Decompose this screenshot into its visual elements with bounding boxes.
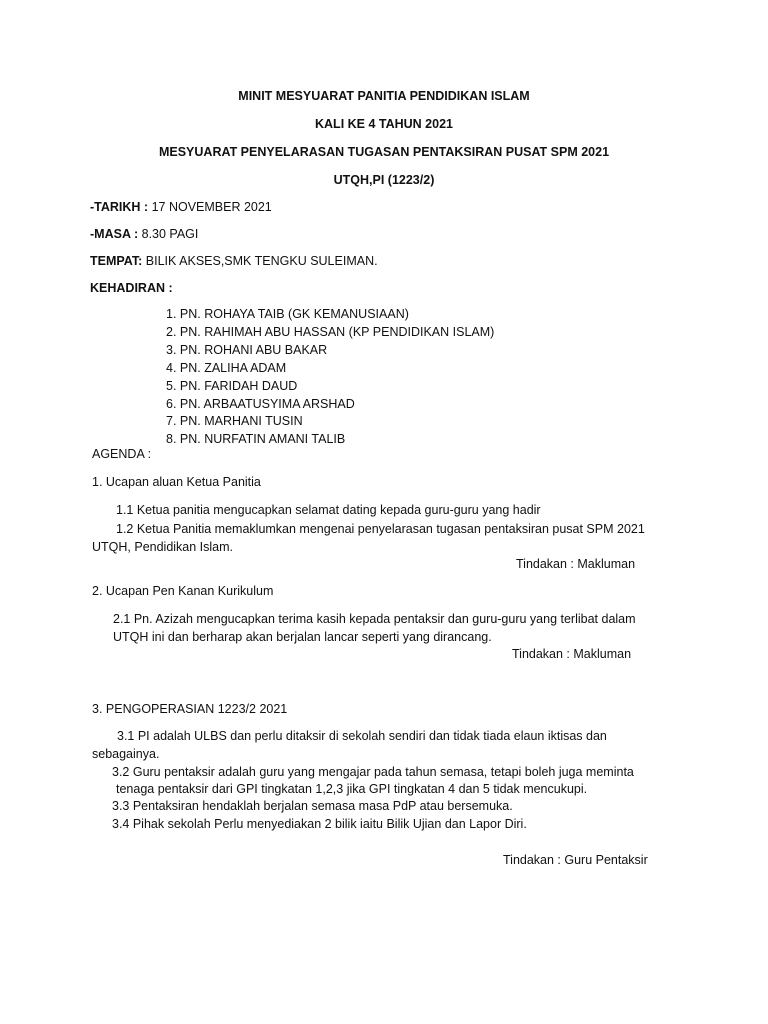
section-1-item-2: 1.2 Ketua Panitia memaklumkan mengenai penyelarasan tugasan pentaksiran pusat SPM 2021 xyxy=(116,522,645,536)
attendee-item: 6. PN. ARBAATUSYIMA ARSHAD xyxy=(166,397,355,411)
attendee-item: 2. PN. RAHIMAH ABU HASSAN (KP PENDIDIKAN ISLAM) xyxy=(166,325,495,339)
time-value: 8.30 PAGI xyxy=(138,227,199,241)
title-line-3: MESYUARAT PENYELARASAN TUGASAN PENTAKSIRAN PUSAT SPM 2021 xyxy=(158,145,610,159)
attendee-item: 3. PN. ROHANI ABU BAKAR xyxy=(166,343,328,357)
section-2-item-1-cont: UTQH ini dan berharap akan berjalan lancar seperti yang dirancang. xyxy=(113,630,492,644)
section-3-heading: 3. PENGOPERASIAN 1223/2 2021 xyxy=(92,702,288,716)
section-1-heading: 1. Ucapan aluan Ketua Panitia xyxy=(92,475,261,489)
date-value: 17 NOVEMBER 2021 xyxy=(148,200,272,214)
attendee-item: 8. PN. NURFATIN AMANI TALIB xyxy=(166,432,346,446)
section-3-item-4: 3.4 Pihak sekolah Perlu menyediakan 2 bilik iaitu Bilik Ujian dan Lapor Diri. xyxy=(112,817,527,831)
section-2-heading: 2. Ucapan Pen Kanan Kurikulum xyxy=(92,584,274,598)
section-3-item-2-cont: tenaga pentaksir dari GPI tingkatan 1,2,3 jika GPI tingkatan 4 dan 5 tidak mencukupi. xyxy=(116,782,588,796)
section-2-action: Tindakan : Makluman xyxy=(512,647,632,661)
attendee-item: 5. PN. FARIDAH DAUD xyxy=(166,379,298,393)
agenda-heading: AGENDA : xyxy=(92,447,152,461)
section-1-item-1: 1.1 Ketua panitia mengucapkan selamat dating kepada guru-guru yang hadir xyxy=(116,503,541,517)
attendee-item: 7. PN. MARHANI TUSIN xyxy=(166,414,303,428)
section-3-item-3: 3.3 Pentaksiran hendaklah berjalan semasa masa PdP atau bersemuka. xyxy=(112,799,513,813)
attendee-item: 4. PN. ZALIHA ADAM xyxy=(166,361,287,375)
section-1-action: Tindakan : Makluman xyxy=(516,557,636,571)
venue-value: BILIK AKSES,SMK TENGKU SULEIMAN. xyxy=(142,254,378,268)
date-label: -TARIKH : xyxy=(90,200,149,214)
section-3-item-1: 3.1 PI adalah ULBS dan perlu ditaksir di sekolah sendiri dan tidak tiada elaun iktisas dan xyxy=(117,729,607,743)
section-3-action: Tindakan : Guru Pentaksir xyxy=(503,853,648,867)
attendance-heading: KEHADIRAN : xyxy=(90,281,173,295)
attendee-item: 1. PN. ROHAYA TAIB (GK KEMANUSIAAN) xyxy=(166,307,409,321)
section-3-item-1-cont: sebagainya. xyxy=(92,747,160,761)
venue-line xyxy=(90,253,378,269)
section-1-item-2-cont: UTQH, Pendidikan Islam. xyxy=(92,540,234,554)
time-line xyxy=(90,226,198,242)
date-line xyxy=(90,199,272,215)
section-3-item-2: 3.2 Guru pentaksir adalah guru yang mengajar pada tahun semasa, tetapi boleh juga meminta xyxy=(112,765,634,779)
title-line-1: MINIT MESYUARAT PANITIA PENDIDIKAN ISLAM xyxy=(238,89,530,103)
section-2-item-1: 2.1 Pn. Azizah mengucapkan terima kasih kepada pentaksir dan guru-guru yang terlibat dalam xyxy=(113,612,636,626)
time-label: -MASA : xyxy=(90,227,139,241)
venue-label: TEMPAT: xyxy=(90,254,143,268)
title-line-2: KALI KE 4 TAHUN 2021 xyxy=(315,117,453,131)
title-line-4: UTQH,PI (1223/2) xyxy=(333,173,435,187)
